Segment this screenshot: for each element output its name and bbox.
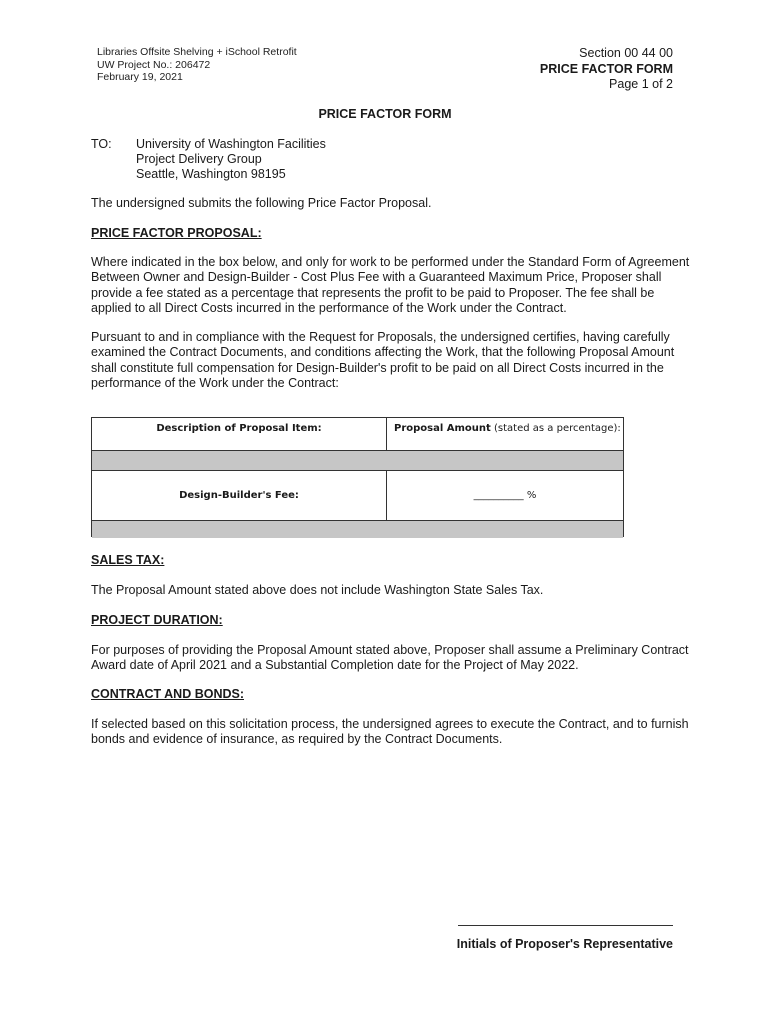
document-date: February 19, 2021: [97, 71, 183, 83]
to-label: TO:: [91, 137, 112, 151]
addressee-line: Project Delivery Group: [136, 152, 262, 166]
col-amount-header-bold: Proposal Amount: [394, 423, 491, 434]
project-name: Libraries Offsite Shelving + iSchool Retrofit: [97, 46, 297, 58]
proposal-paragraph-2: Pursuant to and in compliance with the Request for Proposals, the undersigned certifies, having carefully examined the Contract Documents, and conditions affecting the Work, that the following Proposal Amount shall constitute full compensation for Design-Builder's profit to be paid on all Direct Costs incurred in the performance of the Work under the Contract:: [91, 330, 675, 390]
intro-text: The undersigned submits the following Price Factor Proposal.: [91, 196, 432, 210]
page-title: PRICE FACTOR FORM: [318, 107, 452, 121]
sales-tax-text: The Proposal Amount stated above does not include Washington State Sales Tax.: [91, 583, 544, 597]
col-amount-header-note: (stated as a percentage):: [494, 423, 621, 434]
proposal-table: [91, 417, 624, 537]
contract-bonds-text: If selected based on this solicitation process, the undersigned agrees to execute the Contract, and to furnish bonds and evidence of insurance, as required by the Contract Documents.: [91, 717, 689, 747]
page-number: Page 1 of 2: [609, 77, 673, 91]
fee-percentage-field[interactable]: __________ %: [473, 490, 537, 501]
addressee-lines: [136, 137, 326, 182]
sales-tax-heading: SALES TAX:: [91, 553, 165, 567]
header-left: [97, 46, 297, 84]
proposal-paragraph-1: Where indicated in the box below, and only for work to be performed under the Standard Form of Agreement Between Owner and Design-Builder - Cost Plus Fee with a Guaranteed Maximum Price, Proposer shall provide a fee stated as a percentage that represents the profit to be paid to Proposer. The fee shall be applied to all Direct Costs incurred in the performance of the Work under the Contract.: [91, 255, 690, 315]
initials-label: Initials of Proposer's Representative: [456, 937, 673, 951]
initials-line[interactable]: [458, 925, 673, 926]
shaded-row: [92, 450, 623, 471]
header-right: [540, 46, 673, 93]
design-builder-fee-label: Design-Builder's Fee:: [179, 490, 299, 501]
addressee-line: University of Washington Facilities: [136, 137, 326, 151]
col-amount-header: [394, 423, 621, 434]
proposal-heading: PRICE FACTOR PROPOSAL:: [91, 226, 262, 240]
header-form-title: PRICE FACTOR FORM: [539, 61, 673, 76]
shaded-row: [92, 520, 623, 538]
project-number: UW Project No.: 206472: [97, 58, 211, 71]
contract-bonds-heading: CONTRACT AND BONDS:: [91, 687, 244, 701]
project-duration-heading: PROJECT DURATION:: [91, 613, 223, 627]
col-description-header: Description of Proposal Item:: [156, 423, 322, 434]
project-duration-text: For purposes of providing the Proposal Amount stated above, Proposer shall assume a Preliminary Contract Award date of April 2021 and a Substantial Completion date for the Project of May 2022.: [91, 643, 689, 673]
addressee-line: Seattle, Washington 98195: [136, 167, 286, 181]
section-number: Section 00 44 00: [579, 46, 673, 60]
table-divider: [386, 418, 387, 536]
